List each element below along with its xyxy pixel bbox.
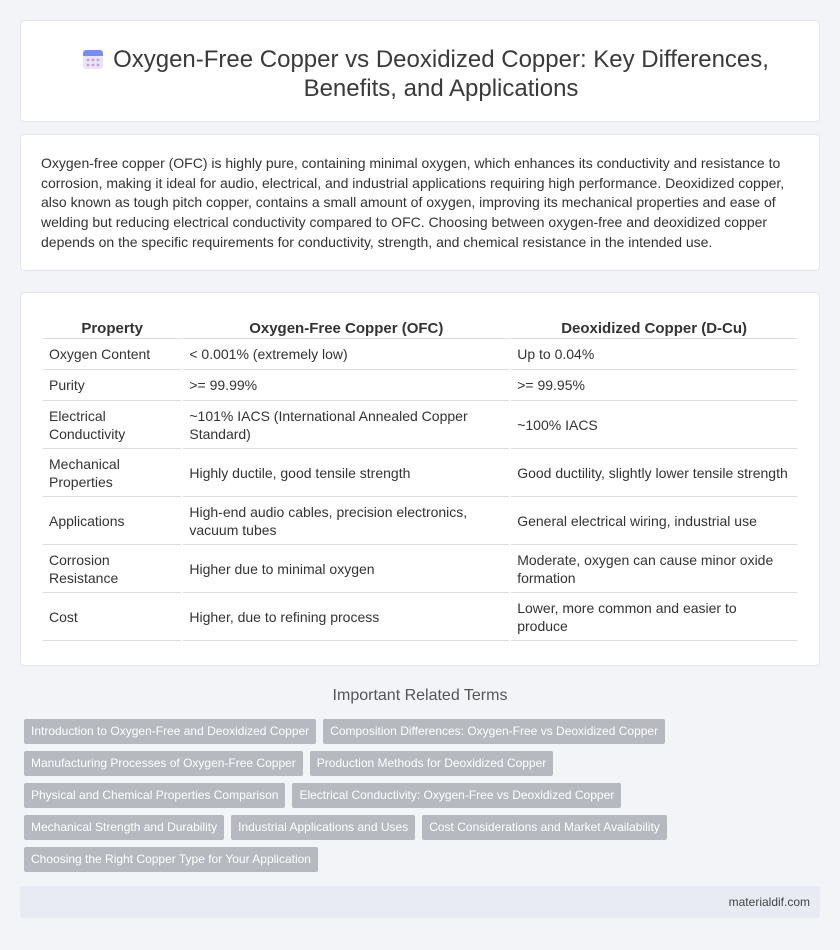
page-title: Oxygen-Free Copper vs Deoxidized Copper: Key Differences, Benefits, and Applications <box>113 46 769 102</box>
footer <box>20 886 820 918</box>
related-term-tag[interactable]: Electrical Conductivity: Oxygen-Free vs Deoxidized Copper <box>292 783 621 808</box>
comparison-table <box>41 315 799 641</box>
related-term-tag[interactable]: Composition Differences: Oxygen-Free vs Deoxidized Copper <box>323 719 665 744</box>
table-cell: Up to 0.04% <box>511 339 797 370</box>
table-row <box>43 497 797 545</box>
table-cell: ~101% IACS (International Annealed Copper Standard) <box>183 401 509 449</box>
header-property: Property <box>43 315 181 339</box>
intro-paragraph: Oxygen-free copper (OFC) is highly pure, containing minimal oxygen, which enhances its conductivity and resistance to corrosion, making it ideal for audio, electrical, and industrial applications requiring high performance. Deoxidized copper, also known as tough pitch copper, contains a small amount of oxygen, improving its mechanical properties and ease of welding but reducing electrical conductivity compared to OFC. Choosing between oxygen-free and deoxidized copper depends on the specific requirements for conductivity, strength, and chemical resistance in the intended use. <box>41 155 785 250</box>
table-row <box>43 449 797 497</box>
table-cell: Lower, more common and easier to produce <box>511 593 797 641</box>
table-header-row <box>43 315 797 339</box>
table-cell: < 0.001% (extremely low) <box>183 339 509 370</box>
related-term-tag[interactable]: Manufacturing Processes of Oxygen-Free Copper <box>24 751 303 776</box>
table-cell: Mechanical Properties <box>43 449 181 497</box>
table-row <box>43 401 797 449</box>
header-dcu: Deoxidized Copper (D-Cu) <box>511 315 797 339</box>
table-cell: Electrical Conductivity <box>43 401 181 449</box>
related-terms-heading: Important Related Terms <box>332 687 508 704</box>
intro-card <box>20 134 820 271</box>
table-cell: ~100% IACS <box>511 401 797 449</box>
table-cell: High-end audio cables, precision electronics, vacuum tubes <box>183 497 509 545</box>
table-cell: Higher, due to refining process <box>183 593 509 641</box>
table-row <box>43 339 797 370</box>
related-term-tag[interactable]: Physical and Chemical Properties Comparison <box>24 783 285 808</box>
related-term-tag[interactable]: Choosing the Right Copper Type for Your Application <box>24 847 318 872</box>
table-cell: Cost <box>43 593 181 641</box>
footer-site-link[interactable]: materialdif.com <box>728 895 810 909</box>
related-term-tag[interactable]: Production Methods for Deoxidized Copper <box>310 751 553 776</box>
table-cell: Oxygen Content <box>43 339 181 370</box>
table-cell: General electrical wiring, industrial use <box>511 497 797 545</box>
related-term-tag[interactable]: Mechanical Strength and Durability <box>24 815 224 840</box>
table-cell: Moderate, oxygen can cause minor oxide formation <box>511 545 797 593</box>
comparison-table-card <box>20 292 820 666</box>
related-term-tag[interactable]: Industrial Applications and Uses <box>231 815 415 840</box>
table-row <box>43 593 797 641</box>
related-term-tag[interactable]: Introduction to Oxygen-Free and Deoxidized Copper <box>24 719 316 744</box>
table-row <box>43 545 797 593</box>
table-cell: Higher due to minimal oxygen <box>183 545 509 593</box>
table-cell: Applications <box>43 497 181 545</box>
table-cell: Purity <box>43 370 181 401</box>
table-cell: Highly ductile, good tensile strength <box>183 449 509 497</box>
table-cell: >= 99.99% <box>183 370 509 401</box>
table-cell: Corrosion Resistance <box>43 545 181 593</box>
related-terms-list <box>24 719 814 879</box>
title-card <box>20 20 820 122</box>
table-cell: Good ductility, slightly lower tensile strength <box>511 449 797 497</box>
header-ofc: Oxygen-Free Copper (OFC) <box>183 315 509 339</box>
table-row <box>43 370 797 401</box>
related-term-tag[interactable]: Cost Considerations and Market Availability <box>422 815 667 840</box>
table-cell: >= 99.95% <box>511 370 797 401</box>
